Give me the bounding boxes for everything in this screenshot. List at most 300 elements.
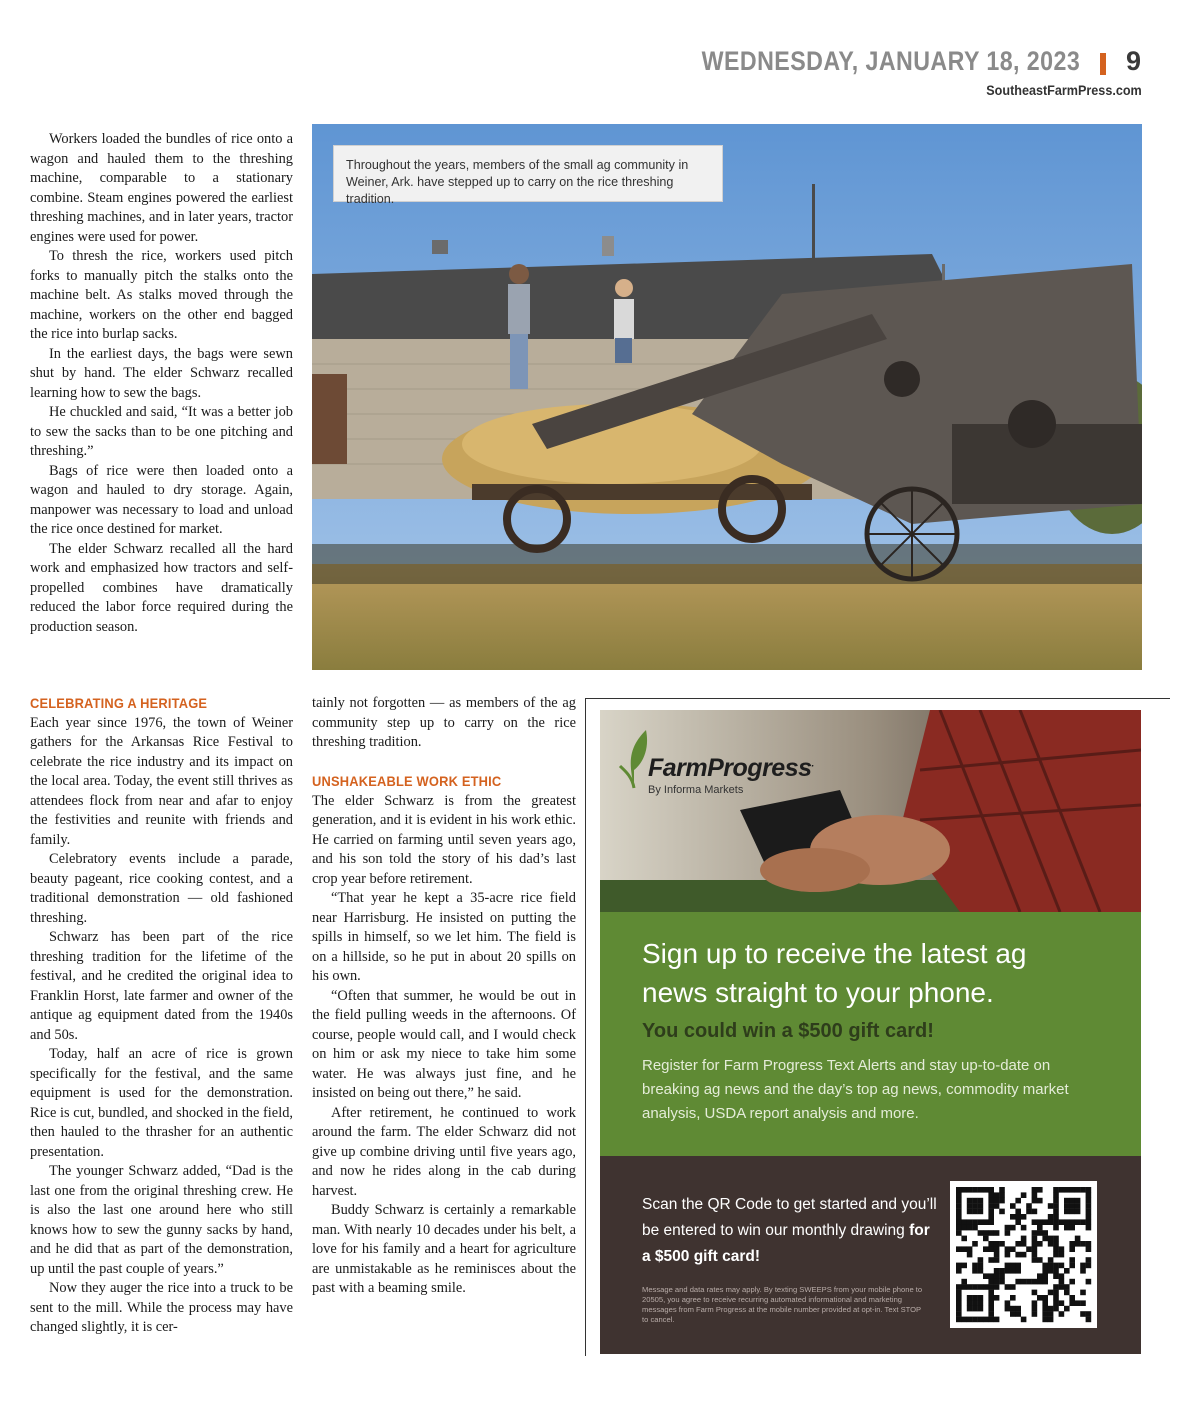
- qr-module: [983, 1273, 989, 1279]
- qr-module: [988, 1203, 994, 1209]
- qr-module: [988, 1192, 994, 1198]
- qr-module: [1080, 1290, 1086, 1296]
- qr-module: [1059, 1284, 1065, 1290]
- qr-module: [1069, 1257, 1075, 1263]
- qr-module: [1032, 1241, 1038, 1247]
- article-paragraph: In the earliest days, the bags were sewn shut by hand. The elder Schwarz recalled learning how to sew the bags.: [30, 345, 293, 401]
- qr-module: [1010, 1203, 1016, 1209]
- section-heading: CELEBRATING A HERITAGE: [30, 695, 208, 711]
- qr-module: [1042, 1268, 1048, 1274]
- farm-progress-logo: FarmProgress.: [648, 754, 814, 782]
- qr-module: [1053, 1214, 1059, 1220]
- qr-module: [956, 1311, 962, 1317]
- qr-module: [1026, 1246, 1032, 1252]
- qr-module: [1086, 1246, 1092, 1252]
- qr-module: [972, 1268, 978, 1274]
- qr-module: [1064, 1209, 1070, 1215]
- article-column-2: [312, 694, 576, 1299]
- qr-module: [956, 1187, 962, 1193]
- qr-module: [978, 1219, 984, 1225]
- qr-module: [956, 1317, 962, 1323]
- qr-module: [1026, 1279, 1032, 1285]
- qr-module: [988, 1257, 994, 1263]
- qr-module: [1048, 1236, 1054, 1242]
- qr-module: [994, 1279, 1000, 1285]
- article-paragraph: Workers loaded the bundles of rice onto a wagon and hauled them to the threshing machine, comparable to a stationary combine. Steam engines powered the earliest threshing machines, and in later years, tractor engines were used for power.: [30, 131, 293, 245]
- qr-module: [988, 1187, 994, 1193]
- qr-module: [1032, 1187, 1038, 1193]
- qr-module: [1032, 1257, 1038, 1263]
- qr-module: [978, 1263, 984, 1269]
- qr-module: [1059, 1246, 1065, 1252]
- qr-module: [1069, 1300, 1075, 1306]
- qr-module: [1032, 1219, 1038, 1225]
- qr-module: [988, 1241, 994, 1247]
- qr-module: [1037, 1230, 1043, 1236]
- qr-module: [1032, 1236, 1038, 1242]
- qr-module: [1075, 1209, 1081, 1215]
- qr-module: [1010, 1225, 1016, 1231]
- qr-module: [1048, 1263, 1054, 1269]
- qr-module: [1005, 1230, 1011, 1236]
- qr-module: [1048, 1219, 1054, 1225]
- qr-module: [994, 1246, 1000, 1252]
- qr-module: [956, 1246, 962, 1252]
- qr-module: [1075, 1236, 1081, 1242]
- article-paragraph: Celebratory events include a parade, beauty pageant, rice cooking contest, and a traditional demonstration — old fashioned threshing.: [30, 851, 293, 926]
- qr-module: [1015, 1198, 1021, 1204]
- qr-module: [1015, 1311, 1021, 1317]
- article-paragraph: The elder Schwarz recalled all the hard work and emphasized how tractors and self-propelled combines have dramatically reduced the labor force required during the production season.: [30, 540, 293, 635]
- article-paragraph: Bags of rice were then loaded onto a wagon and hauled to dry storage. Again, manpower was necessary to load and unload the rice once destined for market.: [30, 462, 293, 537]
- qr-module: [994, 1241, 1000, 1247]
- ad-photo-illustration: [600, 710, 1141, 912]
- qr-module: [994, 1192, 1000, 1198]
- qr-module: [1005, 1284, 1011, 1290]
- qr-module: [1032, 1230, 1038, 1236]
- qr-module: [1021, 1225, 1027, 1231]
- qr-module: [988, 1284, 994, 1290]
- qr-module: [1015, 1209, 1021, 1215]
- qr-module: [988, 1230, 994, 1236]
- qr-module: [978, 1187, 984, 1193]
- qr-module: [961, 1236, 967, 1242]
- qr-module: [999, 1187, 1005, 1193]
- qr-module: [1064, 1268, 1070, 1274]
- qr-module: [1075, 1219, 1081, 1225]
- qr-module: [1032, 1192, 1038, 1198]
- qr-module: [1037, 1225, 1043, 1231]
- qr-module: [1053, 1306, 1059, 1312]
- qr-module: [1048, 1203, 1054, 1209]
- qr-module: [988, 1279, 994, 1285]
- qr-module: [1042, 1230, 1048, 1236]
- qr-module: [1037, 1219, 1043, 1225]
- qr-module: [972, 1317, 978, 1323]
- qr-module: [1086, 1198, 1092, 1204]
- qr-module: [1048, 1214, 1054, 1220]
- qr-module: [1086, 1317, 1092, 1323]
- qr-module: [1032, 1300, 1038, 1306]
- ad-body-text: Register for Farm Progress Text Alerts and stay up-to-date on breaking ag news and the day’s top ag news, commodity market analysis, USDA report analysis and more.: [642, 1057, 1069, 1122]
- qr-module: [1075, 1241, 1081, 1247]
- threshing-photo: [312, 124, 1142, 670]
- qr-module: [1086, 1214, 1092, 1220]
- qr-module: [1075, 1198, 1081, 1204]
- qr-module: [956, 1300, 962, 1306]
- qr-module: [1005, 1246, 1011, 1252]
- qr-module: [972, 1263, 978, 1269]
- qr-module: [1032, 1198, 1038, 1204]
- qr-module: [994, 1317, 1000, 1323]
- qr-module: [999, 1279, 1005, 1285]
- qr-module: [961, 1284, 967, 1290]
- qr-module: [961, 1279, 967, 1285]
- qr-module: [961, 1317, 967, 1323]
- qr-module: [972, 1209, 978, 1215]
- qr-module: [967, 1187, 973, 1193]
- qr-module: [1086, 1192, 1092, 1198]
- qr-module: [994, 1252, 1000, 1258]
- ad-headline: Sign up to receive the latest ag news straight to your phone.: [642, 938, 1027, 1008]
- qr-module: [956, 1295, 962, 1301]
- qr-module: [956, 1203, 962, 1209]
- qr-module: [1053, 1252, 1059, 1258]
- qr-module: [1021, 1241, 1027, 1247]
- qr-module: [1086, 1311, 1092, 1317]
- qr-module: [1086, 1241, 1092, 1247]
- qr-module: [1086, 1263, 1092, 1269]
- qr-module: [978, 1300, 984, 1306]
- qr-module: [988, 1246, 994, 1252]
- qr-module: [1032, 1279, 1038, 1285]
- qr-module: [1021, 1236, 1027, 1242]
- section-spacer: [312, 753, 576, 773]
- qr-module: [1042, 1306, 1048, 1312]
- article-paragraph: He chuckled and said, “It was a better job to sew the sacks than to be one pitching and threshing.”: [30, 404, 293, 459]
- qr-module: [956, 1306, 962, 1312]
- qr-module: [1053, 1209, 1059, 1215]
- qr-module: [956, 1290, 962, 1296]
- qr-module: [1010, 1295, 1016, 1301]
- qr-module: [999, 1198, 1005, 1204]
- qr-module: [988, 1219, 994, 1225]
- qr-module: [988, 1300, 994, 1306]
- qr-module: [1015, 1263, 1021, 1269]
- qr-module: [1069, 1295, 1075, 1301]
- qr-module: [972, 1300, 978, 1306]
- ad-hands-phone-photo: [600, 710, 1141, 912]
- qr-module: [1053, 1187, 1059, 1193]
- qr-module: [972, 1187, 978, 1193]
- qr-module: [1064, 1306, 1070, 1312]
- qr-module: [967, 1225, 973, 1231]
- qr-module: [1010, 1263, 1016, 1269]
- qr-module: [1059, 1252, 1065, 1258]
- qr-module: [1021, 1252, 1027, 1258]
- article-paragraph: Schwarz has been part of the rice threshing tradition for the lifetime of the festival, and he credited the original idea to Franklin Horst, late farmer and owner of the antique ag equipment dated from the 1940s and 50s.: [30, 929, 293, 1043]
- qr-module: [988, 1198, 994, 1204]
- article-column-1-bottom: [30, 694, 293, 1338]
- qr-module: [994, 1230, 1000, 1236]
- ad-frame-left-rule: [585, 698, 586, 1356]
- article-paragraph: Now they auger the rice into a truck to be sent to the mill. While the process may have changed slightly, it is cer-: [30, 1280, 293, 1335]
- qr-module: [1059, 1279, 1065, 1285]
- qr-module: [1037, 1257, 1043, 1263]
- article-paragraph: “That year he kept a 35-acre rice field near Harrisburg. He insisted on putting the spills in himself, so we let him. The field is on a hillside, so he put in about 20 spills on his own.: [312, 890, 576, 984]
- header-divider: [1100, 53, 1106, 75]
- qr-module: [983, 1187, 989, 1193]
- qr-module: [1042, 1236, 1048, 1242]
- qr-module: [999, 1268, 1005, 1274]
- qr-module: [967, 1246, 973, 1252]
- qr-module: [961, 1246, 967, 1252]
- qr-module: [972, 1295, 978, 1301]
- qr-module: [1048, 1241, 1054, 1247]
- qr-module: [1059, 1273, 1065, 1279]
- qr-module: [1080, 1219, 1086, 1225]
- qr-module: [1059, 1300, 1065, 1306]
- qr-module: [1015, 1219, 1021, 1225]
- qr-module: [988, 1306, 994, 1312]
- article-paragraph: The younger Schwarz added, “Dad is the last one from the original threshing crew. He is also the last one around here who still knows how to sew the gunny sacks by hand, and he did that as part of the demonstration, up until the past couple of years.”: [30, 1163, 293, 1277]
- section-heading: UNSHAKEABLE WORK ETHIC: [312, 773, 502, 789]
- qr-module: [1042, 1295, 1048, 1301]
- qr-module: [1069, 1209, 1075, 1215]
- qr-module: [972, 1241, 978, 1247]
- ad-qr-panel: [600, 1156, 1141, 1354]
- qr-module: [956, 1230, 962, 1236]
- qr-module: [978, 1268, 984, 1274]
- page-number: 9: [1126, 46, 1142, 76]
- qr-code[interactable]: [950, 1181, 1097, 1328]
- qr-module: [1053, 1268, 1059, 1274]
- qr-module: [956, 1192, 962, 1198]
- qr-module: [999, 1273, 1005, 1279]
- brand-subtitle: By Informa Markets: [648, 784, 744, 796]
- qr-module: [1053, 1273, 1059, 1279]
- qr-module: [1021, 1214, 1027, 1220]
- qr-module: [978, 1209, 984, 1215]
- qr-module: [1053, 1246, 1059, 1252]
- qr-module: [956, 1219, 962, 1225]
- qr-module: [967, 1209, 973, 1215]
- qr-module: [967, 1219, 973, 1225]
- qr-module: [1042, 1317, 1048, 1323]
- qr-module: [1010, 1214, 1016, 1220]
- qr-module: [1048, 1290, 1054, 1296]
- qr-module: [1037, 1241, 1043, 1247]
- qr-module: [1032, 1290, 1038, 1296]
- qr-module: [967, 1198, 973, 1204]
- qr-module: [983, 1236, 989, 1242]
- qr-module: [1053, 1284, 1059, 1290]
- qr-module: [1080, 1263, 1086, 1269]
- qr-module: [1042, 1300, 1048, 1306]
- qr-module: [972, 1219, 978, 1225]
- qr-module: [988, 1295, 994, 1301]
- qr-module: [1086, 1203, 1092, 1209]
- qr-module: [978, 1203, 984, 1209]
- qr-module: [1005, 1252, 1011, 1258]
- qr-module: [983, 1230, 989, 1236]
- threshing-scene-illustration: [312, 124, 1142, 670]
- ad-signup-panel: [600, 912, 1141, 1156]
- qr-module: [1064, 1290, 1070, 1296]
- qr-module: [978, 1317, 984, 1323]
- qr-module: [1015, 1252, 1021, 1258]
- qr-module: [1037, 1279, 1043, 1285]
- qr-module: [1080, 1241, 1086, 1247]
- qr-module: [1080, 1300, 1086, 1306]
- website-link[interactable]: SoutheastFarmPress.com: [986, 82, 1142, 98]
- qr-module: [972, 1203, 978, 1209]
- qr-module: [999, 1241, 1005, 1247]
- qr-module: [972, 1284, 978, 1290]
- qr-module: [1010, 1311, 1016, 1317]
- qr-module: [983, 1284, 989, 1290]
- qr-module: [1005, 1306, 1011, 1312]
- qr-module: [972, 1306, 978, 1312]
- qr-module: [1037, 1295, 1043, 1301]
- qr-module: [967, 1295, 973, 1301]
- qr-module: [1064, 1284, 1070, 1290]
- qr-module: [956, 1225, 962, 1231]
- qr-module: [978, 1306, 984, 1312]
- qr-module: [1021, 1279, 1027, 1285]
- qr-module: [1064, 1203, 1070, 1209]
- qr-module: [1053, 1295, 1059, 1301]
- qr-module: [1059, 1263, 1065, 1269]
- qr-module: [1086, 1279, 1092, 1285]
- qr-module: [967, 1306, 973, 1312]
- qr-module: [978, 1284, 984, 1290]
- issue-date: WEDNESDAY, JANUARY 18, 2023: [701, 46, 1080, 76]
- qr-module: [988, 1317, 994, 1323]
- qr-module: [1032, 1246, 1038, 1252]
- qr-module: [961, 1219, 967, 1225]
- qr-module: [1069, 1246, 1075, 1252]
- qr-module: [1086, 1219, 1092, 1225]
- qr-module: [978, 1257, 984, 1263]
- qr-module: [1059, 1187, 1065, 1193]
- qr-module: [961, 1225, 967, 1231]
- qr-module: [1064, 1219, 1070, 1225]
- qr-module: [1069, 1203, 1075, 1209]
- qr-module: [1032, 1252, 1038, 1258]
- qr-module: [999, 1192, 1005, 1198]
- qr-module: [1010, 1268, 1016, 1274]
- ad-scan-instructions: Scan the QR Code to get started and you’ll be entered to win our monthly drawing for a $500 gift card!: [642, 1196, 937, 1265]
- ad-frame-top-rule: [585, 698, 1170, 699]
- qr-module: [1053, 1236, 1059, 1242]
- farm-progress-leaf-icon: [616, 726, 652, 795]
- qr-module: [1010, 1246, 1016, 1252]
- qr-module: [1064, 1198, 1070, 1204]
- qr-module: [956, 1198, 962, 1204]
- qr-module: [1005, 1263, 1011, 1269]
- qr-module: [994, 1284, 1000, 1290]
- qr-module: [978, 1198, 984, 1204]
- article-paragraph: Each year since 1976, the town of Weiner gathers for the Arkansas Rice Festival to celebrate the rice industry and its impact on the local area. Today, the event still thrives as attendees flock from near and afar to enjoy the festivities and reunite with friends and family.: [30, 714, 293, 848]
- qr-module: [1042, 1273, 1048, 1279]
- qr-module: [994, 1295, 1000, 1301]
- qr-module: [967, 1203, 973, 1209]
- qr-module: [1059, 1219, 1065, 1225]
- qr-module: [1069, 1263, 1075, 1269]
- qr-module: [1053, 1300, 1059, 1306]
- qr-module: [988, 1311, 994, 1317]
- qr-module: [1053, 1263, 1059, 1269]
- qr-module: [1042, 1279, 1048, 1285]
- qr-module: [1075, 1300, 1081, 1306]
- qr-module: [1080, 1187, 1086, 1193]
- qr-module: [1069, 1198, 1075, 1204]
- qr-module: [1069, 1219, 1075, 1225]
- qr-module: [1026, 1209, 1032, 1215]
- article-paragraph: “Often that summer, he would be out in the field pulling weeds in the afternoons. Of course, people would call, and I would check on him or ask my niece to take him some water. He was always just fine, and he insisted on being out there,” he said.: [312, 987, 576, 1101]
- qr-module: [1086, 1257, 1092, 1263]
- qr-module: [1064, 1187, 1070, 1193]
- qr-module: [1080, 1311, 1086, 1317]
- qr-module: [1053, 1192, 1059, 1198]
- qr-module: [1015, 1241, 1021, 1247]
- qr-module: [1048, 1317, 1054, 1323]
- qr-module: [961, 1187, 967, 1193]
- qr-module: [956, 1284, 962, 1290]
- qr-module: [1080, 1268, 1086, 1274]
- qr-module: [1015, 1279, 1021, 1285]
- farm-progress-advertisement[interactable]: [600, 710, 1141, 1354]
- qr-module: [1069, 1241, 1075, 1247]
- qr-module: [1026, 1203, 1032, 1209]
- article-paragraph: Buddy Schwarz is certainly a remarkable man. With nearly 10 decades under his belt, a love for his family and a heart for agriculture are unmistakable as he reminisces about the past with a beaming smile.: [312, 1202, 576, 1296]
- qr-module: [1037, 1187, 1043, 1193]
- article-column-1-top: [30, 130, 293, 637]
- qr-module: [967, 1252, 973, 1258]
- qr-module: [1069, 1187, 1075, 1193]
- qr-module: [1059, 1311, 1065, 1317]
- qr-module: [972, 1198, 978, 1204]
- qr-module: [1037, 1198, 1043, 1204]
- qr-module: [1042, 1311, 1048, 1317]
- qr-module: [1021, 1192, 1027, 1198]
- ad-prize-line: You could win a $500 gift card!: [642, 1020, 934, 1042]
- qr-module: [956, 1263, 962, 1269]
- qr-module: [1015, 1306, 1021, 1312]
- qr-module: [994, 1257, 1000, 1263]
- article-paragraph: The elder Schwarz is from the greatest generation, and it is evident in his work ethic. He carried on farming until seven years ago, and his son told the story of his dad’s last crop year before retirement.: [312, 792, 576, 887]
- qr-module: [1086, 1187, 1092, 1193]
- qr-module: [1053, 1290, 1059, 1296]
- qr-module: [1053, 1203, 1059, 1209]
- article-paragraph: After retirement, he continued to work around the farm. The elder Schwarz did not give up combine driving until five years ago, and now he rides along in the cab during harvest.: [312, 1104, 576, 1199]
- ad-fine-print: Message and data rates may apply. By texting SWEEPS from your mobile phone to 20505, you agree to receive recurring automated informational and marketing messages from Farm Progress at the mobile number provided at opt-in. Text STOP to cancel.: [642, 1285, 923, 1324]
- qr-module: [988, 1290, 994, 1296]
- qr-module: [1048, 1311, 1054, 1317]
- qr-module: [967, 1317, 973, 1323]
- qr-module: [961, 1263, 967, 1269]
- qr-module: [1053, 1219, 1059, 1225]
- qr-module: [994, 1273, 1000, 1279]
- qr-module: [1053, 1225, 1059, 1231]
- qr-module: [978, 1230, 984, 1236]
- qr-module: [978, 1295, 984, 1301]
- article-paragraph: Today, half an acre of rice is grown specifically for the festival, and the same equipment is used for the demonstration. Rice is cut, bundled, and shocked in the field, then hauled to the thrasher for an authentic presentation.: [30, 1046, 293, 1160]
- qr-module: [983, 1219, 989, 1225]
- qr-module: [967, 1284, 973, 1290]
- qr-module: [988, 1209, 994, 1215]
